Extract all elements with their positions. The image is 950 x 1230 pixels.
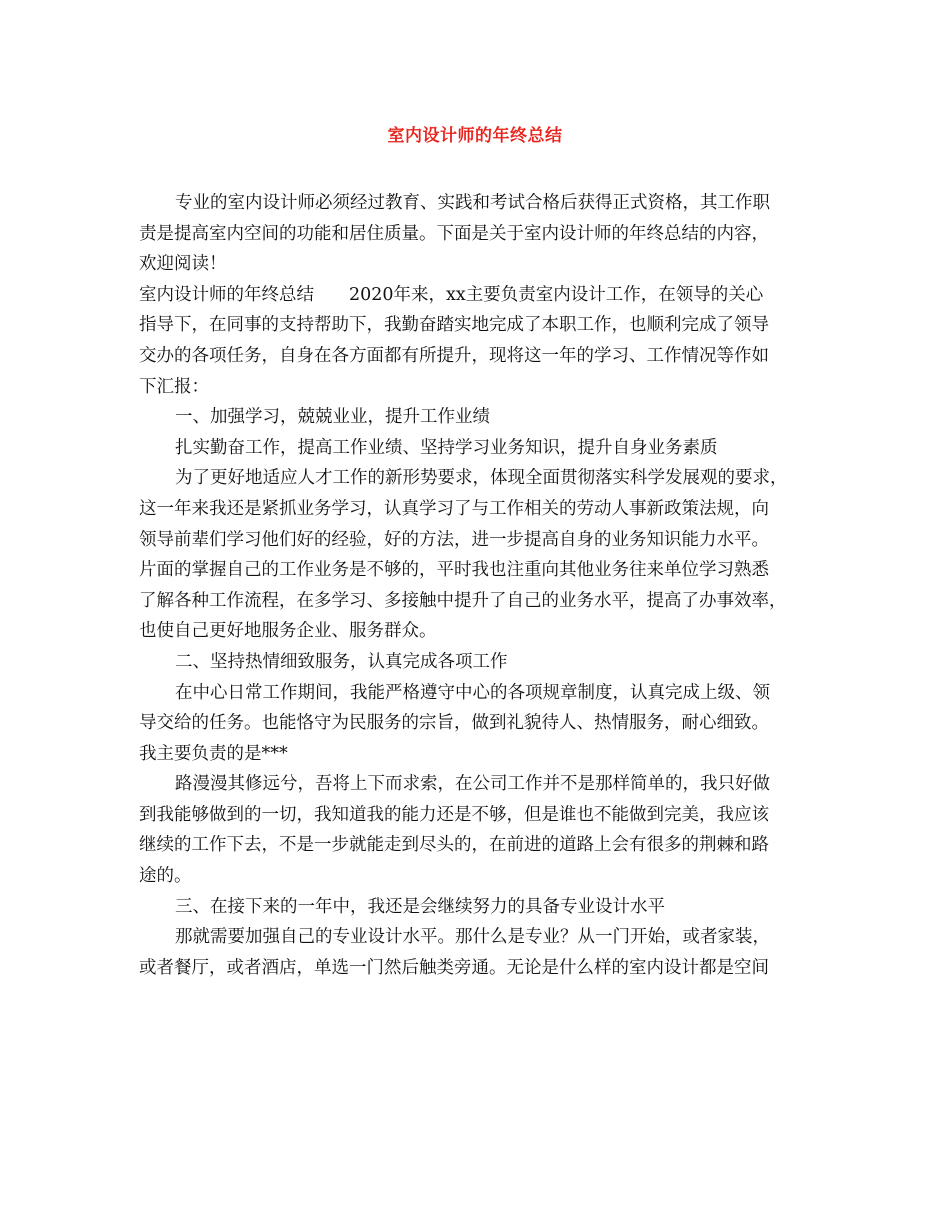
text-line: 途的。 — [139, 866, 192, 887]
text-line: 欢迎阅读！ — [139, 254, 227, 275]
document-title: 室内设计师的年终总结 — [387, 126, 563, 146]
text-line: 领导前辈们学习他们好的经验，好的方法，进一步提高自身的业务知识能力水平。 — [139, 529, 769, 550]
text-line: 也使自己更好地服务企业、服务群众。 — [139, 621, 437, 642]
text-line: 指导下，在同事的支持帮助下，我勤奋踏实地完成了本职工作，也顺利完成了领导 — [139, 315, 769, 336]
text-line: 我主要负责的是*** — [139, 743, 288, 764]
text-line: 三、在接下来的一年中，我还是会继续努力的具备专业设计水平 — [175, 896, 665, 917]
text-line: 在中心日常工作期间，我能严格遵守中心的各项规章制度，认真完成上级、领 — [175, 682, 770, 703]
text-line: 继续的工作下去，不是一步就能走到尽头的，在前进的道路上会有很多的荆棘和路 — [139, 835, 769, 856]
text-line: 专业的室内设计师必须经过教育、实践和考试合格后获得正式资格，其工作职 — [175, 193, 770, 213]
text-line: 路漫漫其修远兮，吾将上下而求索，在公司工作并不是那样简单的，我只好做 — [175, 774, 770, 795]
text-line: 二、坚持热情细致服务，认真完成各项工作 — [175, 651, 508, 672]
text-line: 到我能够做到的一切，我知道我的能力还是不够，但是谁也不能做到完美，我应该 — [139, 804, 769, 825]
text-line: 这一年来我还是紧抓业务学习，认真学习了与工作相关的劳动人事新政策法规，向 — [139, 498, 769, 519]
text-line: 导交给的任务。也能恪守为民服务的宗旨，做到礼貌待人、热情服务，耐心细致。 — [139, 713, 769, 734]
text-line: 了解各种工作流程，在多学习、多接触中提升了自己的业务水平，提高了办事效率， — [139, 590, 787, 611]
text-line: 或者餐厅，或者酒店，单选一门然后触类旁通。无论是什么样的室内设计都是空间 — [139, 957, 769, 978]
text-line: 一、加强学习，兢兢业业，提升工作业绩 — [175, 407, 490, 428]
text-line: 片面的掌握自己的工作业务是不够的，平时我也注重向其他业务往来单位学习熟悉 — [139, 560, 769, 581]
text-line: 下汇报： — [139, 376, 209, 397]
document-body — [139, 188, 819, 983]
text-line: 交办的各项任务，自身在各方面都有所提升，现将这一年的学习、工作情况等作如 — [139, 345, 769, 366]
text-line: 那就需要加强自己的专业设计水平。那什么是专业？从一门开始，或者家装， — [175, 927, 770, 948]
text-line: 责是提高室内空间的功能和居住质量。下面是关于室内设计师的年终总结的内容， — [139, 223, 769, 244]
text-line: 为了更好地适应人才工作的新形势要求，体现全面贯彻落实科学发展观的要求， — [175, 468, 788, 489]
text-line: 室内设计师的年终总结 2020年来，xx主要负责室内设计工作，在领导的关心 — [139, 284, 764, 305]
text-line: 扎实勤奋工作，提高工作业绩、坚持学习业务知识，提升自身业务素质 — [175, 437, 718, 458]
